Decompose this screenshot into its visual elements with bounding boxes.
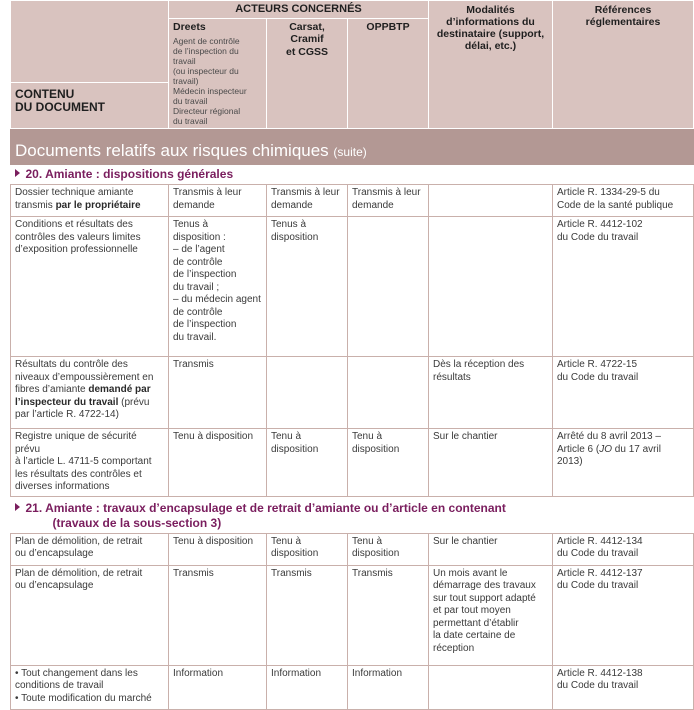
row-carsat: Transmis à leur demande: [267, 185, 348, 217]
header-references: Références réglementaires: [553, 1, 694, 129]
table-row: [11, 565, 694, 665]
row-oppbtp: [348, 217, 429, 357]
subsection-20-title: 20. Amiante : dispositions générales: [11, 165, 694, 185]
row-carsat: Tenu à disposition: [267, 429, 348, 497]
row-contenu: Plan de démolition, de retrait ou d’encapsulage: [11, 533, 169, 565]
table-row: [11, 665, 694, 709]
row-contenu: • Tout changement dans les conditions de travail • Toute modification du marché: [11, 665, 169, 709]
row-modalites: [429, 665, 553, 709]
row-modalites: Dès la réception des résultats: [429, 357, 553, 429]
row-contenu: Conditions et résultats des contrôles des valeurs limites d’exposition professionnelle: [11, 217, 169, 357]
header-modalites: Modalités d’informations du destinataire (support, délai, etc.): [429, 1, 553, 129]
row-references: Article R. 4412-102 du Code du travail: [553, 217, 694, 357]
row-modalites: Sur le chantier: [429, 533, 553, 565]
row-oppbtp: Transmis: [348, 565, 429, 665]
row-dreets: Transmis à leur demande: [169, 185, 267, 217]
row-oppbtp: Transmis à leur demande: [348, 185, 429, 217]
table-row: [11, 533, 694, 565]
header-oppbtp: OPPBTP: [348, 18, 429, 129]
row-modalites: Sur le chantier: [429, 429, 553, 497]
row-contenu: Dossier technique amiante transmis par le propriétaire: [11, 185, 169, 217]
row-dreets: Transmis: [169, 357, 267, 429]
header-contenu-top: [11, 1, 169, 83]
obligations-table: [10, 0, 694, 710]
row-dreets: Tenu à disposition: [169, 429, 267, 497]
row-dreets: Tenu à disposition: [169, 533, 267, 565]
section-arrow-icon: [15, 169, 20, 177]
row-carsat: Tenus à disposition: [267, 217, 348, 357]
dreets-label: Dreets: [173, 20, 206, 33]
header-dreets: [169, 18, 267, 129]
row-dreets: Information: [169, 665, 267, 709]
row-oppbtp: Information: [348, 665, 429, 709]
row-oppbtp: [348, 357, 429, 429]
table-row: [11, 357, 694, 429]
row-contenu: Plan de démolition, de retrait ou d’encapsulage: [11, 565, 169, 665]
row-carsat: Information: [267, 665, 348, 709]
header-contenu: CONTENU DU DOCUMENT: [11, 82, 169, 128]
table-row: [11, 429, 694, 497]
row-references: Article R. 4412-138 du Code du travail: [553, 665, 694, 709]
row-references: Article R. 4412-134 du Code du travail: [553, 533, 694, 565]
header-carsat: Carsat, Cramif et CGSS: [267, 18, 348, 129]
row-references: Article R. 4412-137 du Code du travail: [553, 565, 694, 665]
row-references: Arrêté du 8 avril 2013 – Article 6 (JO du 17 avril 2013): [553, 429, 694, 497]
header-acteurs: ACTEURS CONCERNÉS: [169, 1, 429, 19]
row-modalites: [429, 185, 553, 217]
row-carsat: [267, 357, 348, 429]
row-references: Article R. 1334-29-5 du Code de la santé publique: [553, 185, 694, 217]
row-references: Article R. 4722-15 du Code du travail: [553, 357, 694, 429]
row-dreets: Transmis: [169, 565, 267, 665]
row-modalites: [429, 217, 553, 357]
table-row: [11, 185, 694, 217]
table-row: [11, 217, 694, 357]
row-oppbtp: Tenu à disposition: [348, 429, 429, 497]
row-carsat: Transmis: [267, 565, 348, 665]
row-dreets: Tenus à disposition : – de l’agent de contrôle de l’inspection du travail ; – du médecin agent de contrôle de l’inspection du travail.: [169, 217, 267, 357]
subsection-21-title: 21. Amiante : travaux d’encapsulage et de retrait d’amiante ou d’article en contenant (travaux de la sous-section 3): [11, 496, 694, 533]
row-contenu: Registre unique de sécurité prévu à l’article L. 4711-5 comportant les résultats des contrôles et diverses informations: [11, 429, 169, 497]
section-arrow-icon: [15, 503, 20, 511]
row-modalites: Un mois avant le démarrage des travaux sur tout support adapté et par tout moyen permettant d’établir la date certaine de réception: [429, 565, 553, 665]
row-contenu: Résultats du contrôle des niveaux d’empoussièrement en fibres d’amiante demandé par l’inspecteur du travail (prévu par l’article R. 4722-14): [11, 357, 169, 429]
row-oppbtp: Tenu à disposition: [348, 533, 429, 565]
dreets-details: Agent de contrôle de l’inspection du travail (ou inspecteur du travail) Médecin inspecteur du travail Directeur régional du travail: [173, 36, 247, 126]
section-title: Documents relatifs aux risques chimiques (suite): [11, 129, 694, 165]
row-carsat: Tenu à disposition: [267, 533, 348, 565]
